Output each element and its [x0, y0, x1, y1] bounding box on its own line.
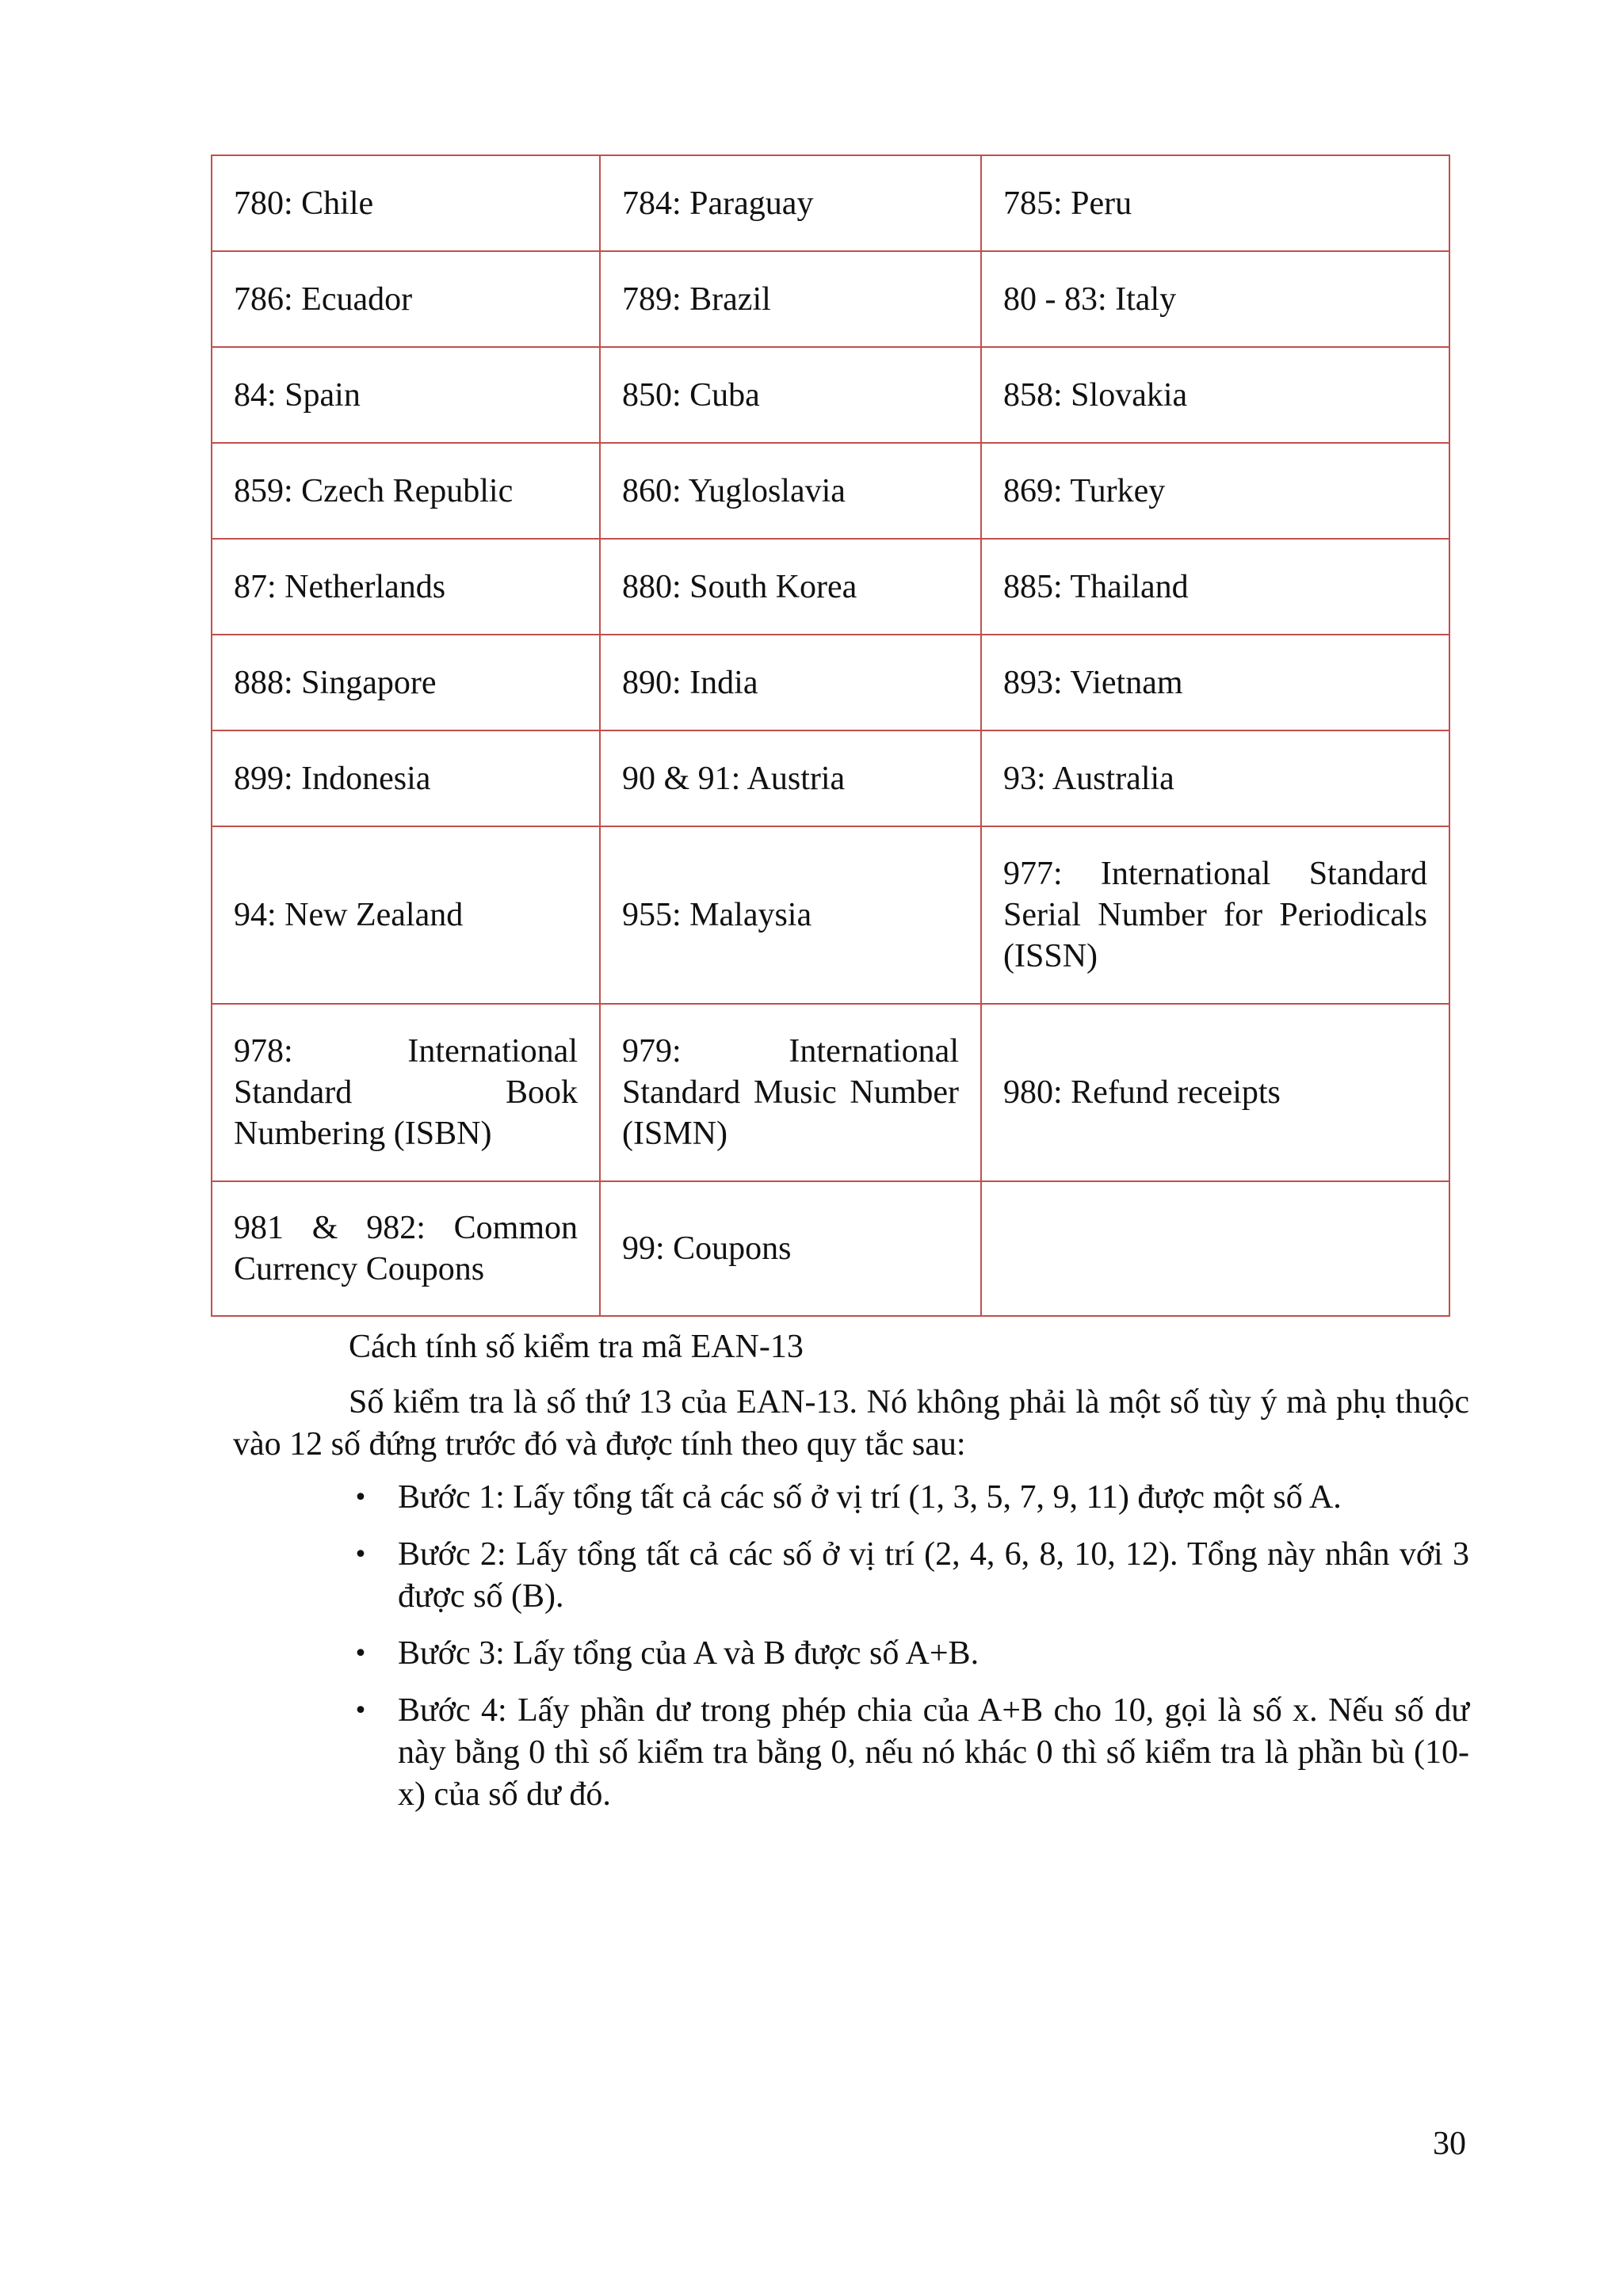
table-cell: 789: Brazil — [600, 251, 981, 347]
table-row — [212, 826, 1449, 1004]
steps-list — [349, 1477, 1469, 1831]
table-row — [212, 347, 1449, 443]
list-item — [349, 1477, 1469, 1519]
step-text: Bước 3: Lấy tổng của A và B được số A+B. — [398, 1635, 980, 1672]
page-number: 30 — [1433, 2126, 1466, 2162]
table-cell: 785: Peru — [981, 155, 1449, 251]
table-cell: 888: Singapore — [212, 635, 600, 730]
table-row — [212, 1181, 1449, 1316]
list-item — [349, 1690, 1469, 1816]
step-text: Bước 1: Lấy tổng tất cả các số ở vị trí (1, 3, 5, 7, 9, 11) được một số A. — [398, 1479, 1342, 1516]
body-paragraph: Số kiểm tra là số thứ 13 của EAN-13. Nó không phải là một số tùy ý mà phụ thuộc vào 12 số đứng trước đó và được tính theo quy tắc sau: — [233, 1384, 1469, 1463]
bullet-icon: • — [353, 1541, 368, 1569]
table-cell: 890: India — [600, 635, 981, 730]
table-cell: 84: Spain — [212, 347, 600, 443]
section-title: Cách tính số kiểm tra mã EAN-13 — [349, 1329, 804, 1365]
table-cell: 859: Czech Republic — [212, 443, 600, 539]
table-cell: 885: Thailand — [981, 539, 1449, 635]
table-cell: 880: South Korea — [600, 539, 981, 635]
table-cell: 860: Yugloslavia — [600, 443, 981, 539]
table-cell: 981 & 982: Common Currency Coupons — [212, 1181, 600, 1316]
table-row — [212, 730, 1449, 826]
table-row — [212, 443, 1449, 539]
list-item — [349, 1633, 1469, 1675]
table-cell — [981, 1181, 1449, 1316]
step-text: Bước 2: Lấy tổng tất cả các số ở vị trí (2, 4, 6, 8, 10, 12). Tổng này nhân với 3 được số (B). — [398, 1536, 1469, 1615]
table-cell: 80 - 83: Italy — [981, 251, 1449, 347]
table-cell: 869: Turkey — [981, 443, 1449, 539]
table-cell: 93: Australia — [981, 730, 1449, 826]
table-row — [212, 1004, 1449, 1181]
table-cell: 784: Paraguay — [600, 155, 981, 251]
table-row — [212, 155, 1449, 251]
table-cell: 850: Cuba — [600, 347, 981, 443]
table-cell: 899: Indonesia — [212, 730, 600, 826]
table-cell: 979: International Standard Music Number (ISMN) — [600, 1004, 981, 1181]
table-cell: 780: Chile — [212, 155, 600, 251]
bullet-icon: • — [353, 1697, 368, 1725]
table-row — [212, 251, 1449, 347]
step-text: Bước 4: Lấy phần dư trong phép chia của A+B cho 10, gọi là số x. Nếu số dư này bằng 0 thì số kiểm tra bằng 0, nếu nó khác 0 thì số kiểm tra là phần bù (10-x) của số dư đó. — [398, 1692, 1469, 1813]
table-cell: 980: Refund receipts — [981, 1004, 1449, 1181]
country-code-table — [211, 154, 1450, 1317]
table-row — [212, 539, 1449, 635]
table-cell: 90 & 91: Austria — [600, 730, 981, 826]
table-cell: 858: Slovakia — [981, 347, 1449, 443]
table-cell: 955: Malaysia — [600, 826, 981, 1004]
table-row — [212, 635, 1449, 730]
table-cell: 786: Ecuador — [212, 251, 600, 347]
table-cell: 94: New Zealand — [212, 826, 600, 1004]
bullet-icon: • — [353, 1640, 368, 1668]
bullet-icon: • — [353, 1484, 368, 1512]
table-cell: 87: Netherlands — [212, 539, 600, 635]
table-cell: 893: Vietnam — [981, 635, 1449, 730]
list-item — [349, 1534, 1469, 1618]
table-cell: 978: International Standard Book Numbering (ISBN) — [212, 1004, 600, 1181]
table-cell: 99: Coupons — [600, 1181, 981, 1316]
table-cell: 977: International Standard Serial Number for Periodicals (ISSN) — [981, 826, 1449, 1004]
